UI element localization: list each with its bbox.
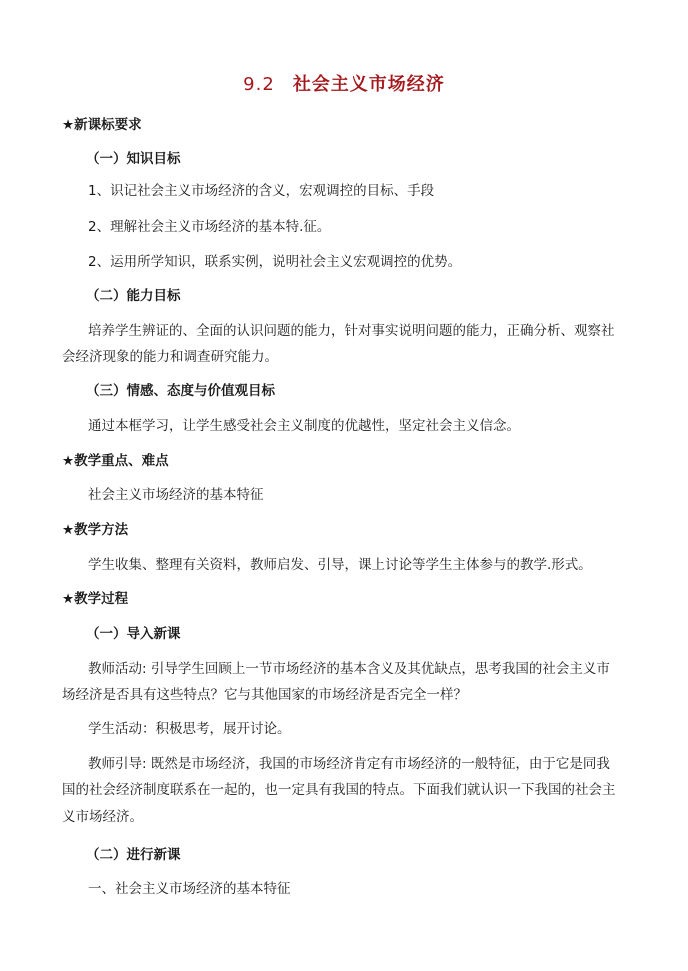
paragraph-line: 教师活动: 引导学生回顾上一节市场经济的基本含义及其优缺点，思考我国的社会主义市 [88,661,610,677]
subheading-new-lesson: （二）进行新课 [86,847,181,863]
section-heading-process: ★教学过程 [62,591,129,607]
paragraph-line: 2、运用所学知识，联系实例，说明社会主义宏观调控的优势。 [88,254,462,270]
paragraph-line: 国的社会经济制度联系在一起的，也一定具有我国的特点。下面我们就认识一下我国的社会主 [62,782,616,798]
page-title [0,70,688,96]
paragraph-line: 教师引导: 既然是市场经济，我国的市场经济肯定有市场经济的一般特征，由于它是同我 [88,756,610,772]
paragraph-line: 学生收集、整理有关资料，教师启发、引导，课上讨论等学生主体参与的教学.形式。 [88,557,592,573]
title-text: 社会主义市场经济 [292,74,445,95]
paragraph-line: 学生活动：积极思考，展开讨论。 [88,721,291,737]
section-heading-key-points: ★教学重点、难点 [62,453,169,469]
subheading-knowledge-goals: （一）知识目标 [86,151,181,167]
section-heading-requirements: ★新课标要求 [62,117,142,133]
paragraph-line: 1、识记社会主义市场经济的含义，宏观调控的目标、手段 [88,183,435,199]
paragraph-line: 2、理解社会主义市场经济的基本特.征。 [88,219,331,235]
title-number: 9.2 [243,74,275,95]
paragraph-line: 通过本框学习，让学生感受社会主义制度的优越性，坚定社会主义信念。 [88,418,520,434]
paragraph-line: 一、社会主义市场经济的基本特征 [88,881,291,897]
subheading-ability-goals: （二）能力目标 [86,288,181,304]
paragraph-line: 场经济是否具有这些特点？它与其他国家的市场经济是否完全一样？ [62,687,467,703]
subheading-emotion-goals: （三）情感、态度与价值观目标 [86,383,275,399]
subheading-introduction: （一）导入新课 [86,626,181,642]
paragraph-line: 培养学生辨证的、全面的认识问题的能力，针对事实说明问题的能力，正确分析、观察社 [88,323,615,339]
section-heading-methods: ★教学方法 [62,522,129,538]
paragraph-line: 社会主义市场经济的基本特征 [88,487,264,503]
paragraph-line: 义市场经济。 [62,809,143,825]
paragraph-line: 会经济现象的能力和调查研究能力。 [62,349,278,365]
